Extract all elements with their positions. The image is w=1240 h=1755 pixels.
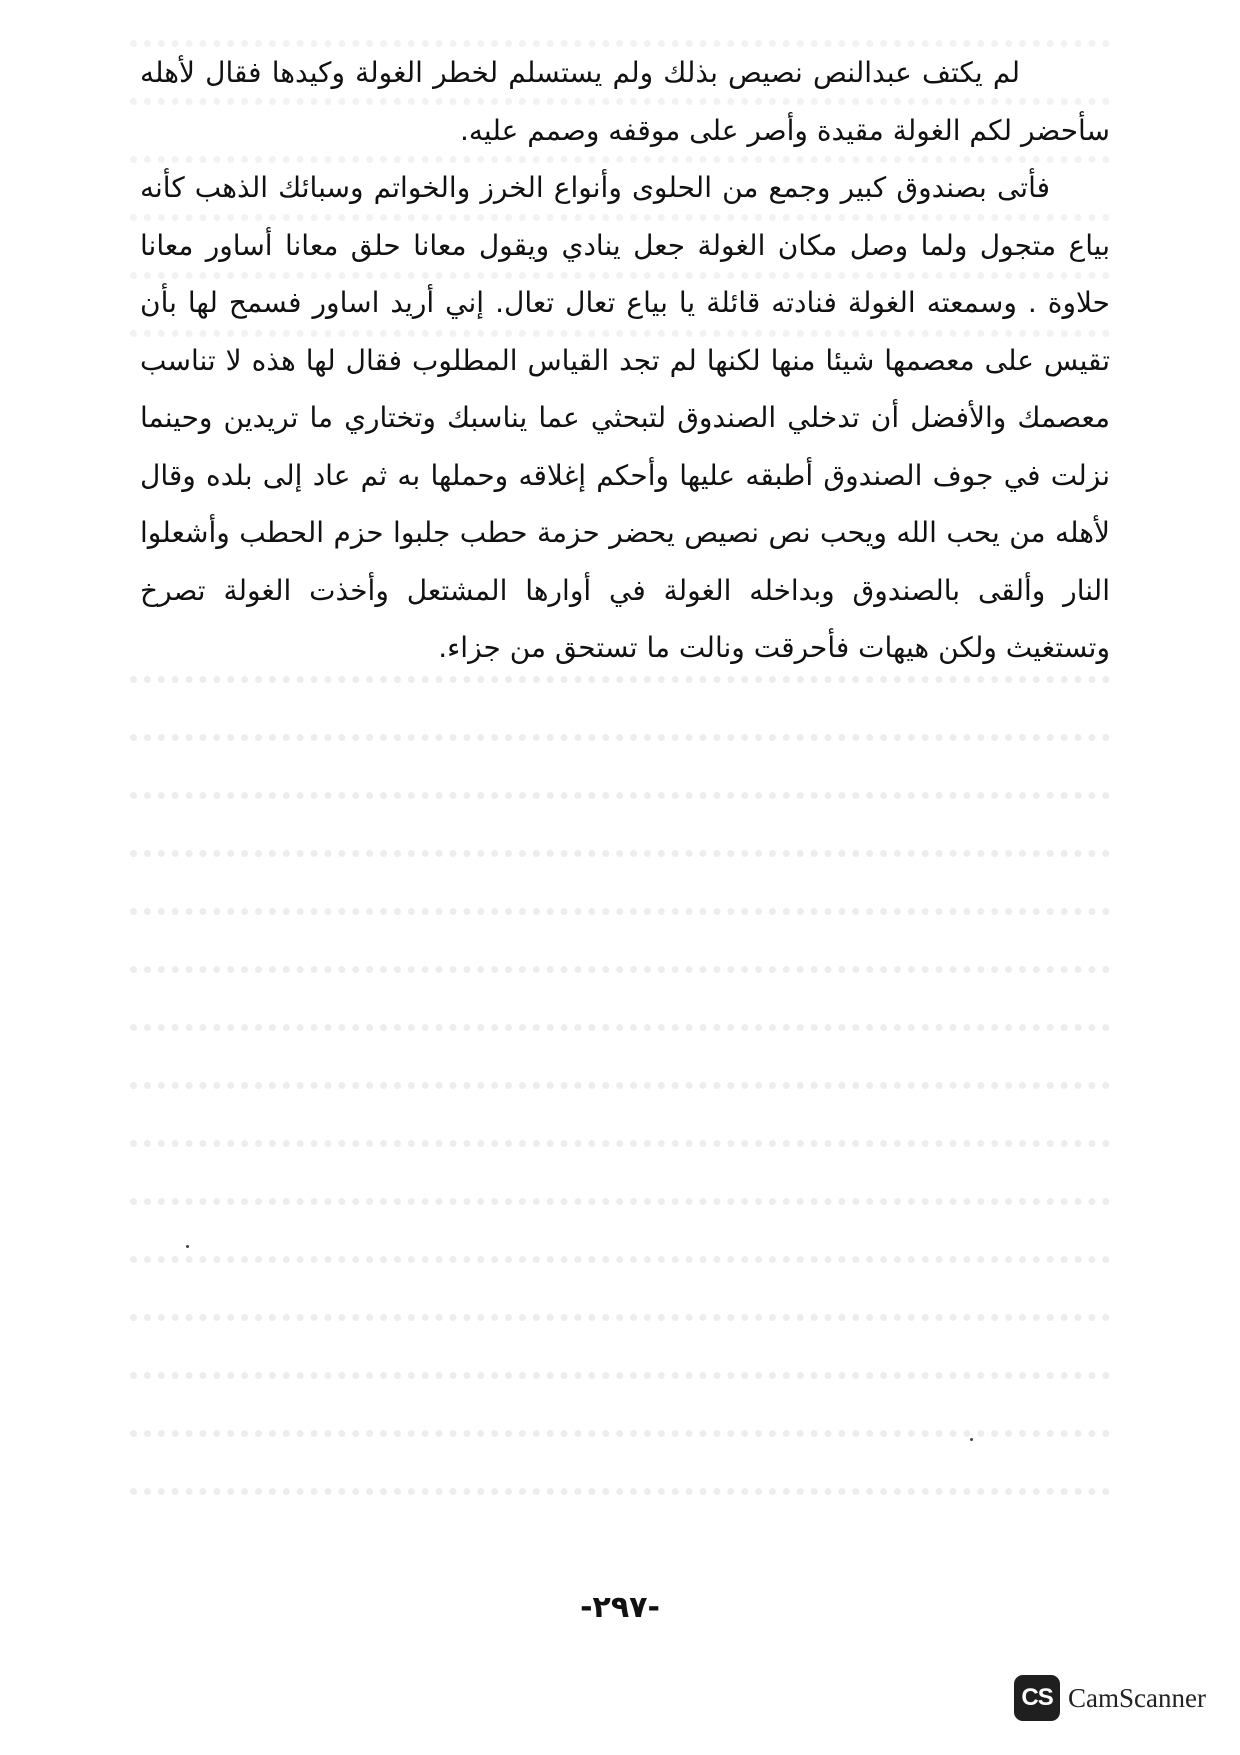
- bleed-line: [130, 792, 1110, 799]
- camscanner-watermark: [1014, 1673, 1206, 1723]
- scan-speck: [186, 1245, 189, 1248]
- bleed-line: [130, 734, 1110, 741]
- bleed-line: [130, 908, 1110, 915]
- page-number: -٢٩٧-: [580, 1590, 660, 1625]
- bleed-line: [130, 850, 1110, 857]
- paragraph: لم يكتف عبدالنص نصيص بذلك ولم يستسلم لخطر الغولة وكيدها فقال لأهله سأحضر لكم الغولة مقيدة وأصر على موقفه وصمم عليه.: [140, 56, 1110, 147]
- bleed-line: [130, 1082, 1110, 1089]
- bleed-line: [130, 1198, 1110, 1205]
- camscanner-label: CamScanner: [1068, 1682, 1206, 1713]
- bleed-line: [130, 676, 1110, 683]
- bleed-line: [130, 1430, 1110, 1437]
- bleed-line: [130, 1024, 1110, 1031]
- scan-speck: [970, 1438, 973, 1441]
- bleed-line: [130, 1140, 1110, 1147]
- camscanner-logo-icon: CS: [1014, 1675, 1060, 1721]
- bleed-line: [130, 966, 1110, 973]
- paragraph: فأتى بصندوق كبير وجمع من الحلوى وأنواع الخرز والخواتم وسبائك الذهب كأنه بياع متجول ولما وصل مكان الغولة جعل ينادي ويقول معانا حلق معانا أساور معانا حلاوة . وسمعته الغولة فنادته قائلة يا بياع تعال تعال. إني أريد اساور فسمح لها بأن تقيس على معصمها شيئا منها لكنها لم تجد القياس المطلوب فقال لها هذه لا تناسب معصمك والأفضل أن تدخلي الصندوق لتبحثي عما يناسبك وتختاري ما تريدين وحينما نزلت في جوف الصندوق أطبقه عليها وأحكم إغلاقه وحملها به ثم عاد إلى بلده وقال لأهله من يحب الله ويحب نص نصيص يحضر حزمة حطب جلبوا حزم الحطب وأشعلوا النار وألقى بالصندوق وبداخله الغولة في أوارها المشتعل وأخذت الغولة تصرخ وتستغيث ولكن هيهات فأحرقت ونالت ما تستحق من جزاء.: [140, 171, 1110, 664]
- bleed-line: [130, 1372, 1110, 1379]
- page-body: [140, 44, 1110, 677]
- bleed-line: [130, 1314, 1110, 1321]
- bleed-line: [130, 1256, 1110, 1263]
- bleed-line: [130, 1488, 1110, 1495]
